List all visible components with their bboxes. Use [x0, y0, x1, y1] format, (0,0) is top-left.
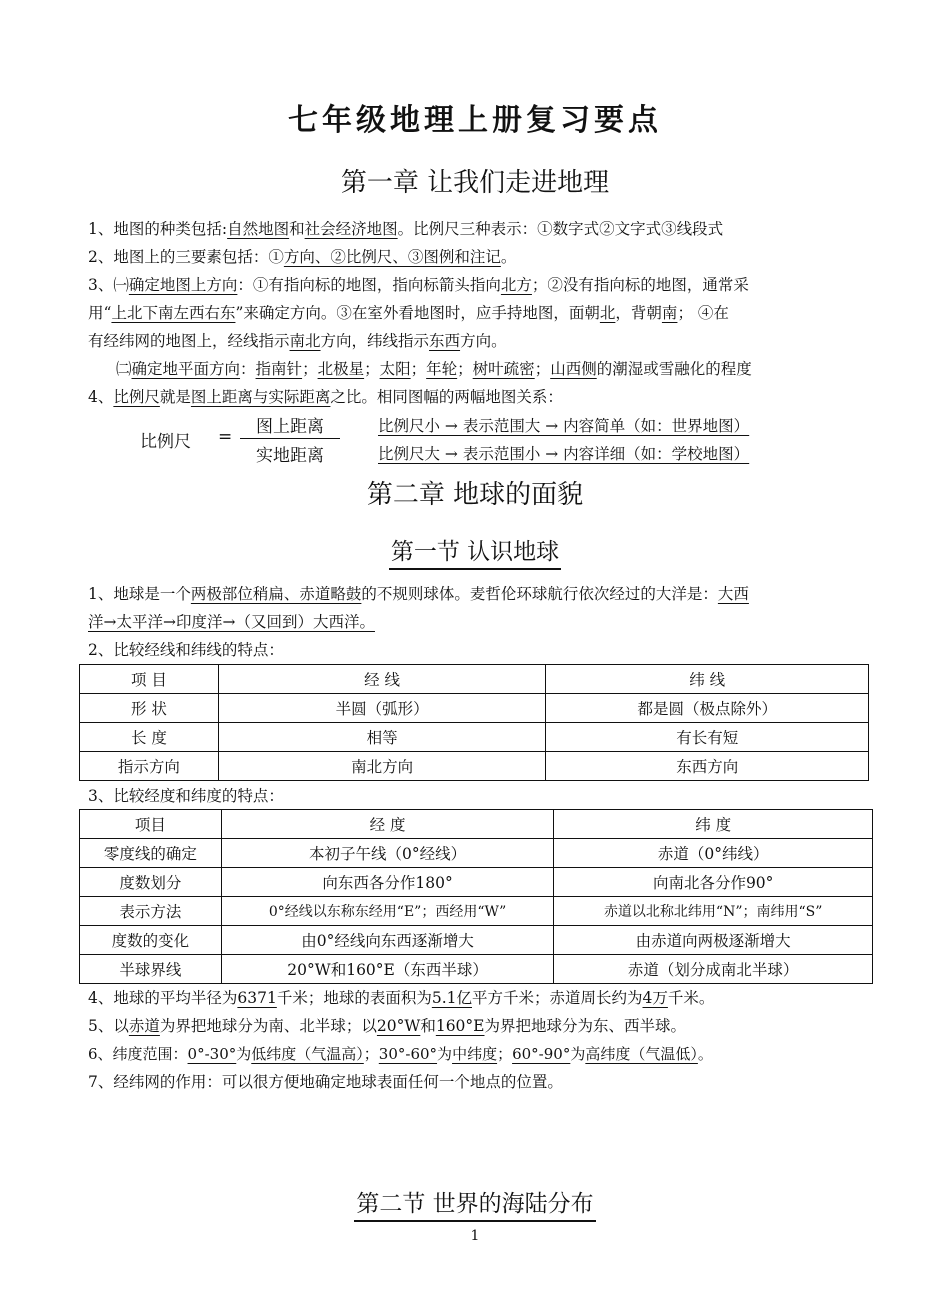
text-span: 3、㈠ [88, 276, 129, 294]
formula-rule-large-scale: 比例尺大 → 表示范围小 → 内容详细（如：学校地图） [378, 445, 750, 463]
text-span: ； [497, 1045, 513, 1063]
table-cell: 度数划分 [80, 868, 222, 897]
underlined-term: 年轮 [426, 360, 458, 378]
table-row [80, 839, 873, 868]
underlined-term: 4万 [642, 989, 668, 1007]
ch1-line-5 [88, 327, 868, 355]
text-span: 为界把地球分为东、西半球。 [484, 1017, 686, 1035]
ch1-line-6 [116, 355, 868, 383]
underlined-term: 30°-60° [378, 1045, 438, 1063]
table-cell: 都是圆（极点除外） [546, 694, 869, 723]
longitude-latitude-table [79, 809, 873, 984]
table-cell: 相等 [218, 723, 546, 752]
table-cell: 纬 线 [546, 665, 869, 694]
section1-title [0, 533, 950, 566]
table-cell: 赤道（0°纬线） [554, 839, 873, 868]
table-cell: 0°经线以东称东经用“E”；西经用“W” [221, 897, 554, 926]
text-span: ； [302, 360, 318, 378]
table-cell: 东西方向 [546, 752, 869, 781]
table-cell: 20°W和160°E（东西半球） [221, 955, 554, 984]
text-span: 6、纬度范围： [88, 1045, 188, 1063]
underlined-term: 确定地图上方向 [128, 276, 238, 294]
sec1-line-4: 3、比较经度和纬度的特点： [88, 787, 284, 805]
table-row [80, 665, 869, 694]
underlined-term: 自然地图 [227, 220, 290, 238]
text-span: 。 [697, 1045, 713, 1063]
table-cell: 表示方法 [80, 897, 222, 926]
chapter2-title: 第二章 地球的面貌 [366, 480, 584, 510]
table-cell: 赤道以北称北纬用“N”；南纬用“S” [554, 897, 873, 926]
text-span: ㈡ [116, 360, 132, 378]
underlined-term: 低纬度（气温高） [251, 1045, 364, 1063]
text-span: 就是 [159, 388, 191, 406]
underlined-term: 确定地平面方向 [131, 360, 241, 378]
text-span: 5、以 [88, 1017, 129, 1035]
underlined-term: 赤道 [128, 1017, 160, 1035]
sec1-line-1 [88, 580, 868, 608]
table-cell: 半圆（弧形） [218, 694, 546, 723]
ch1-line-7 [88, 383, 868, 411]
text-span: 为界把地球分为南、北半球；以 [159, 1017, 377, 1035]
text-span: 和 [420, 1017, 436, 1035]
underlined-term: 160°E [435, 1017, 485, 1035]
table-cell: 长 度 [80, 723, 219, 752]
text-span: 的潮湿或雪融化的程度 [596, 360, 752, 378]
formula-label: 比例尺 [140, 432, 191, 452]
underlined-term: 南 [661, 304, 678, 322]
underlined-term: 图上距离与实际距离 [190, 388, 331, 406]
text-span: 和 [289, 220, 305, 238]
underlined-term: 6371 [237, 989, 277, 1007]
table-cell: 由赤道向两极逐渐增大 [554, 926, 873, 955]
text-span: ； ④在 [677, 304, 729, 322]
text-span: 。 [500, 248, 517, 266]
text-span: 4、地球的平均半径为 [88, 989, 238, 1007]
underlined-term: 树叶疏密 [472, 360, 535, 378]
underlined-term: 太阳 [379, 360, 411, 378]
sec1-line-5 [88, 984, 868, 1012]
text-span: ； [364, 360, 380, 378]
underlined-term: 比例尺 [113, 388, 160, 406]
meridian-parallel-table [79, 664, 869, 781]
text-span: 2、地图上的三要素包括：① [88, 248, 284, 266]
underlined-term: 北极星 [317, 360, 365, 378]
page-number: 1 [470, 1228, 480, 1244]
underlined-term: 大西 [717, 585, 749, 603]
underlined-term: 方向、②比例尺、③图例和注记 [283, 248, 501, 266]
underlined-term: 上北下南左西右东 [111, 304, 236, 322]
text-span: 之比。相同图幅的两幅地图关系： [330, 388, 563, 406]
underlined-term: 高纬度（气温低） [585, 1045, 698, 1063]
table-cell: 经 度 [221, 810, 554, 839]
section1-title-text: 第一节 认识地球 [389, 539, 561, 570]
text-span: ； [457, 360, 473, 378]
text-span: 为 [437, 1045, 453, 1063]
formula-equals: = [218, 427, 233, 447]
text-span: 为 [236, 1045, 252, 1063]
ch1-line-1 [88, 215, 868, 243]
text-span: 为 [570, 1045, 586, 1063]
underlined-term: 0°-30° [187, 1045, 237, 1063]
table-row [80, 868, 873, 897]
scale-formula [140, 412, 860, 470]
section2-title-text: 第二节 世界的海陆分布 [354, 1191, 595, 1222]
sec1-line-3: 2、比较经线和纬线的特点： [88, 641, 284, 659]
table-cell: 零度线的确定 [80, 839, 222, 868]
text-span: 方向。 [460, 332, 507, 350]
ch1-line-3 [88, 271, 868, 299]
table-cell: 赤道（划分成南北半球） [554, 955, 873, 984]
text-span: 有经纬网的地图上，经线指示 [88, 332, 290, 350]
text-span: 平方千米；赤道周长约为 [472, 989, 643, 1007]
underlined-term: 20°W [376, 1017, 421, 1035]
table-row [80, 752, 869, 781]
text-span: ； [410, 360, 427, 378]
formula-numerator: 图上距离 [240, 412, 340, 439]
table-cell: 纬 度 [554, 810, 873, 839]
text-span: ：①有指向标的地图，指向标箭头指向 [237, 276, 501, 294]
text-span: 1、地球是一个 [88, 585, 191, 603]
table-cell: 由0°经线向东西逐渐增大 [221, 926, 554, 955]
table-cell: 有长有短 [546, 723, 869, 752]
formula-rule-small-scale: 比例尺小 → 表示范围大 → 内容简单（如：世界地图） [378, 417, 750, 435]
table-row [80, 723, 869, 752]
text-span: ： [240, 360, 256, 378]
formula-denominator: 实地距离 [256, 446, 324, 466]
sec1-line-8: 7、经纬网的作用：可以很方便地确定地球表面任何一个地点的位置。 [88, 1073, 563, 1091]
underlined-term: 60°-90° [512, 1045, 571, 1063]
table-cell: 度数的变化 [80, 926, 222, 955]
table-cell: 本初子午线（0°经线） [221, 839, 554, 868]
underlined-term: 指南针 [255, 360, 303, 378]
underlined-term: 洋→太平洋→印度洋→（又回到）大西洋。 [88, 613, 375, 631]
table-cell: 向东西各分作180° [221, 868, 554, 897]
table-row [80, 955, 873, 984]
text-span: ； [363, 1045, 379, 1063]
text-span: 的不规则球体。麦哲伦环球航行依次经过的大洋是： [361, 585, 718, 603]
text-span: ； [534, 360, 551, 378]
text-span: ”来确定方向。③在室外看地图时，应手持地图，面朝 [235, 304, 600, 322]
section2-title [0, 1185, 950, 1218]
table-row [80, 810, 873, 839]
underlined-term: 南北 [289, 332, 321, 350]
table-cell: 经 线 [218, 665, 546, 694]
underlined-term: 5.1亿 [431, 989, 472, 1007]
text-span: 1、地图的种类包括: [88, 220, 228, 238]
text-span: 4、 [88, 388, 114, 406]
table-cell: 指示方向 [80, 752, 219, 781]
text-span: 方向，纬线指示 [320, 332, 430, 350]
ch1-line-4 [88, 299, 868, 327]
underlined-term: 山西侧 [550, 360, 597, 378]
text-span: 千米。 [667, 989, 715, 1007]
text-span: ；②没有指向标的地图，通常采 [531, 276, 749, 294]
table-cell: 项 目 [80, 665, 219, 694]
table-cell: 向南北各分作90° [554, 868, 873, 897]
underlined-term: 中纬度 [452, 1045, 498, 1063]
chapter1-title: 第一章 让我们走进地理 [340, 168, 610, 198]
underlined-term: 东西 [429, 332, 461, 350]
text-span: 。比例尺三种表示：①数字式②文字式③线段式 [397, 220, 724, 238]
table-cell: 南北方向 [218, 752, 546, 781]
sec1-line-6 [88, 1012, 868, 1040]
table-row [80, 926, 873, 955]
text-span: 千米；地球的表面积为 [276, 989, 432, 1007]
text-span: ，背朝 [615, 304, 662, 322]
underlined-term: 社会经济地图 [304, 220, 398, 238]
table-cell: 项目 [80, 810, 222, 839]
table-row [80, 897, 873, 926]
ch1-line-2 [88, 243, 868, 271]
sec1-line-7 [88, 1040, 868, 1068]
underlined-term: 北方 [500, 276, 532, 294]
sec1-line-2 [88, 608, 868, 636]
text-span: 用“ [88, 304, 112, 322]
document-title: 七年级地理上册复习要点 [288, 103, 662, 138]
table-cell: 形 状 [80, 694, 219, 723]
table-row [80, 694, 869, 723]
underlined-term: 两极部位稍扁、赤道略鼓 [190, 585, 362, 603]
table-cell: 半球界线 [80, 955, 222, 984]
underlined-term: 北 [599, 304, 616, 322]
